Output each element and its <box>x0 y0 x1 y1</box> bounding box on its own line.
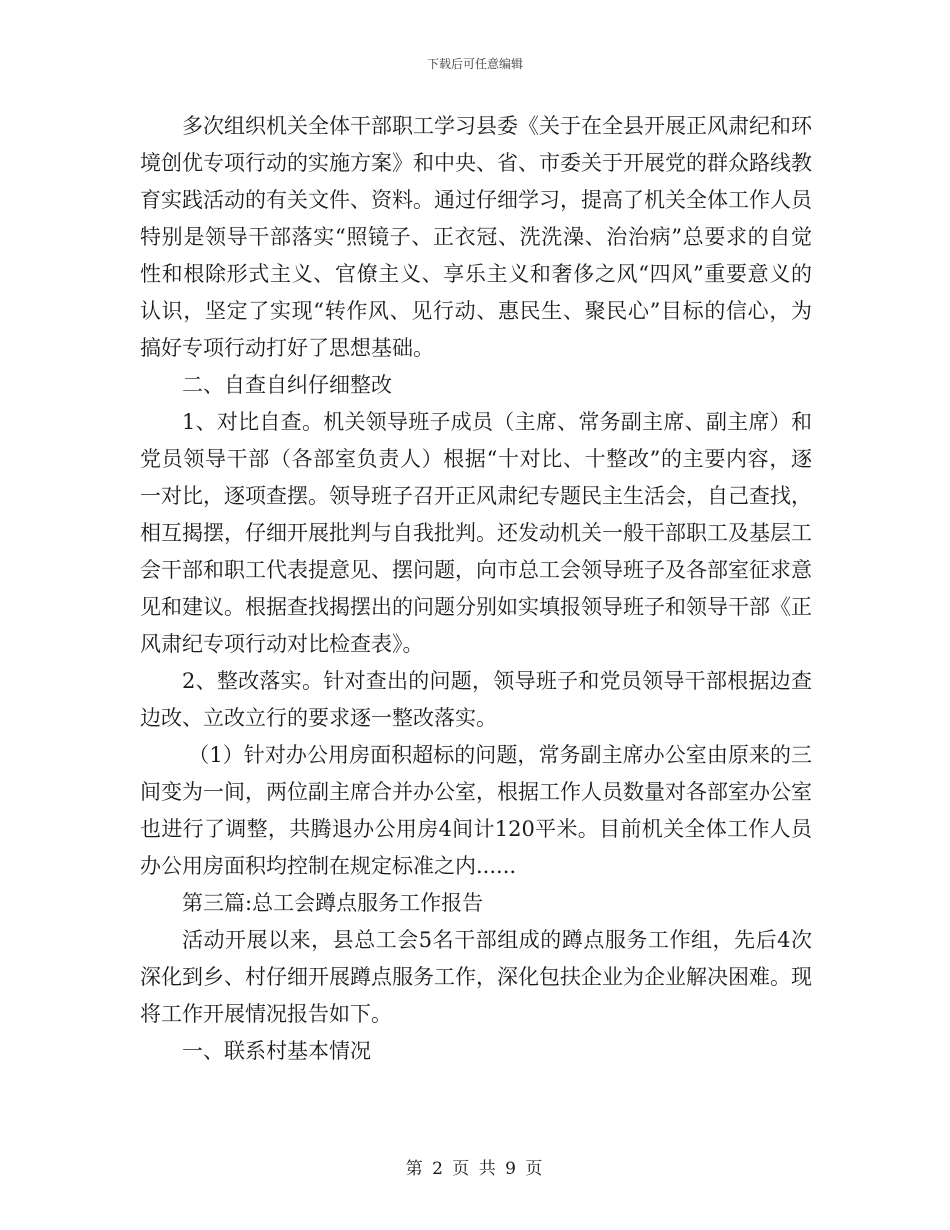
paragraph-study: 多次组织机关全体干部职工学习县委《关于在全县开展正风肃纪和环境创优专项行动的实施方案》和中央、省、市委关于开展党的群众路线教育实践活动的有关文件、资料。通过仔细学习，提高了机关全体工作人员特别是领导干部落实“照镜子、正衣冠、洗洗澡、治治病”总要求的自觉性和根除形式主义、官僚主义、享乐主义和奢侈之风“四风”重要意义的认识，坚定了实现“转作风、见行动、惠民生、聚民心”目标的信心，为搞好专项行动打好了思想基础。 <box>140 114 812 360</box>
paragraph-activity: 活动开展以来，县总工会5名干部组成的蹲点服务工作组，先后4次深化到乡、村仔细开展蹲点服务工作，深化包扶企业为企业解决困难。现将工作开展情况报告如下。 <box>140 928 812 1026</box>
page-number: 第 2 页 共 9 页 <box>405 1159 545 1179</box>
document-body <box>140 108 812 1070</box>
paragraph-rectification: 2、整改落实。针对查出的问题，领导班子和党员领导干部根据边查边改、立改立行的要求逐一整改落实。 <box>140 669 812 730</box>
chapter-title: 第三篇:总工会蹲点服务工作报告 <box>182 891 484 915</box>
section-heading-self-inspection: 二、自查自纠仔细整改 <box>182 373 392 397</box>
paragraph-office-space: （1）针对办公用房面积超标的问题，常务副主席办公室由原来的三间变为一间，两位副主席合并办公室，根据工作人员数量对各部室办公室也进行了调整，共腾退办公用房4间计120平米。目前机关全体工作人员办公用房面积均控制在规定标准之内...... <box>140 743 812 878</box>
page-header: 下载后可任意编辑 <box>426 57 523 71</box>
paragraph-comparison: 1、对比自查。机关领导班子成员（主席、常务副主席、副主席）和党员领导干部（各部室负责人）根据“十对比、十整改”的主要内容，逐一对比，逐项查摆。领导班子召开正风肃纪专题民主生活会，自己查找，相互揭摆，仔细开展批判与自我批判。还发动机关一般干部职工及基层工会干部和职工代表提意见、摆问题，向市总工会领导班子及各部室征求意见和建议。根据查找揭摆出的问题分别如实填报领导班子和领导干部《正风肃纪专项行动对比检查表》。 <box>140 410 812 656</box>
section-heading-village: 一、联系村基本情况 <box>182 1039 371 1063</box>
